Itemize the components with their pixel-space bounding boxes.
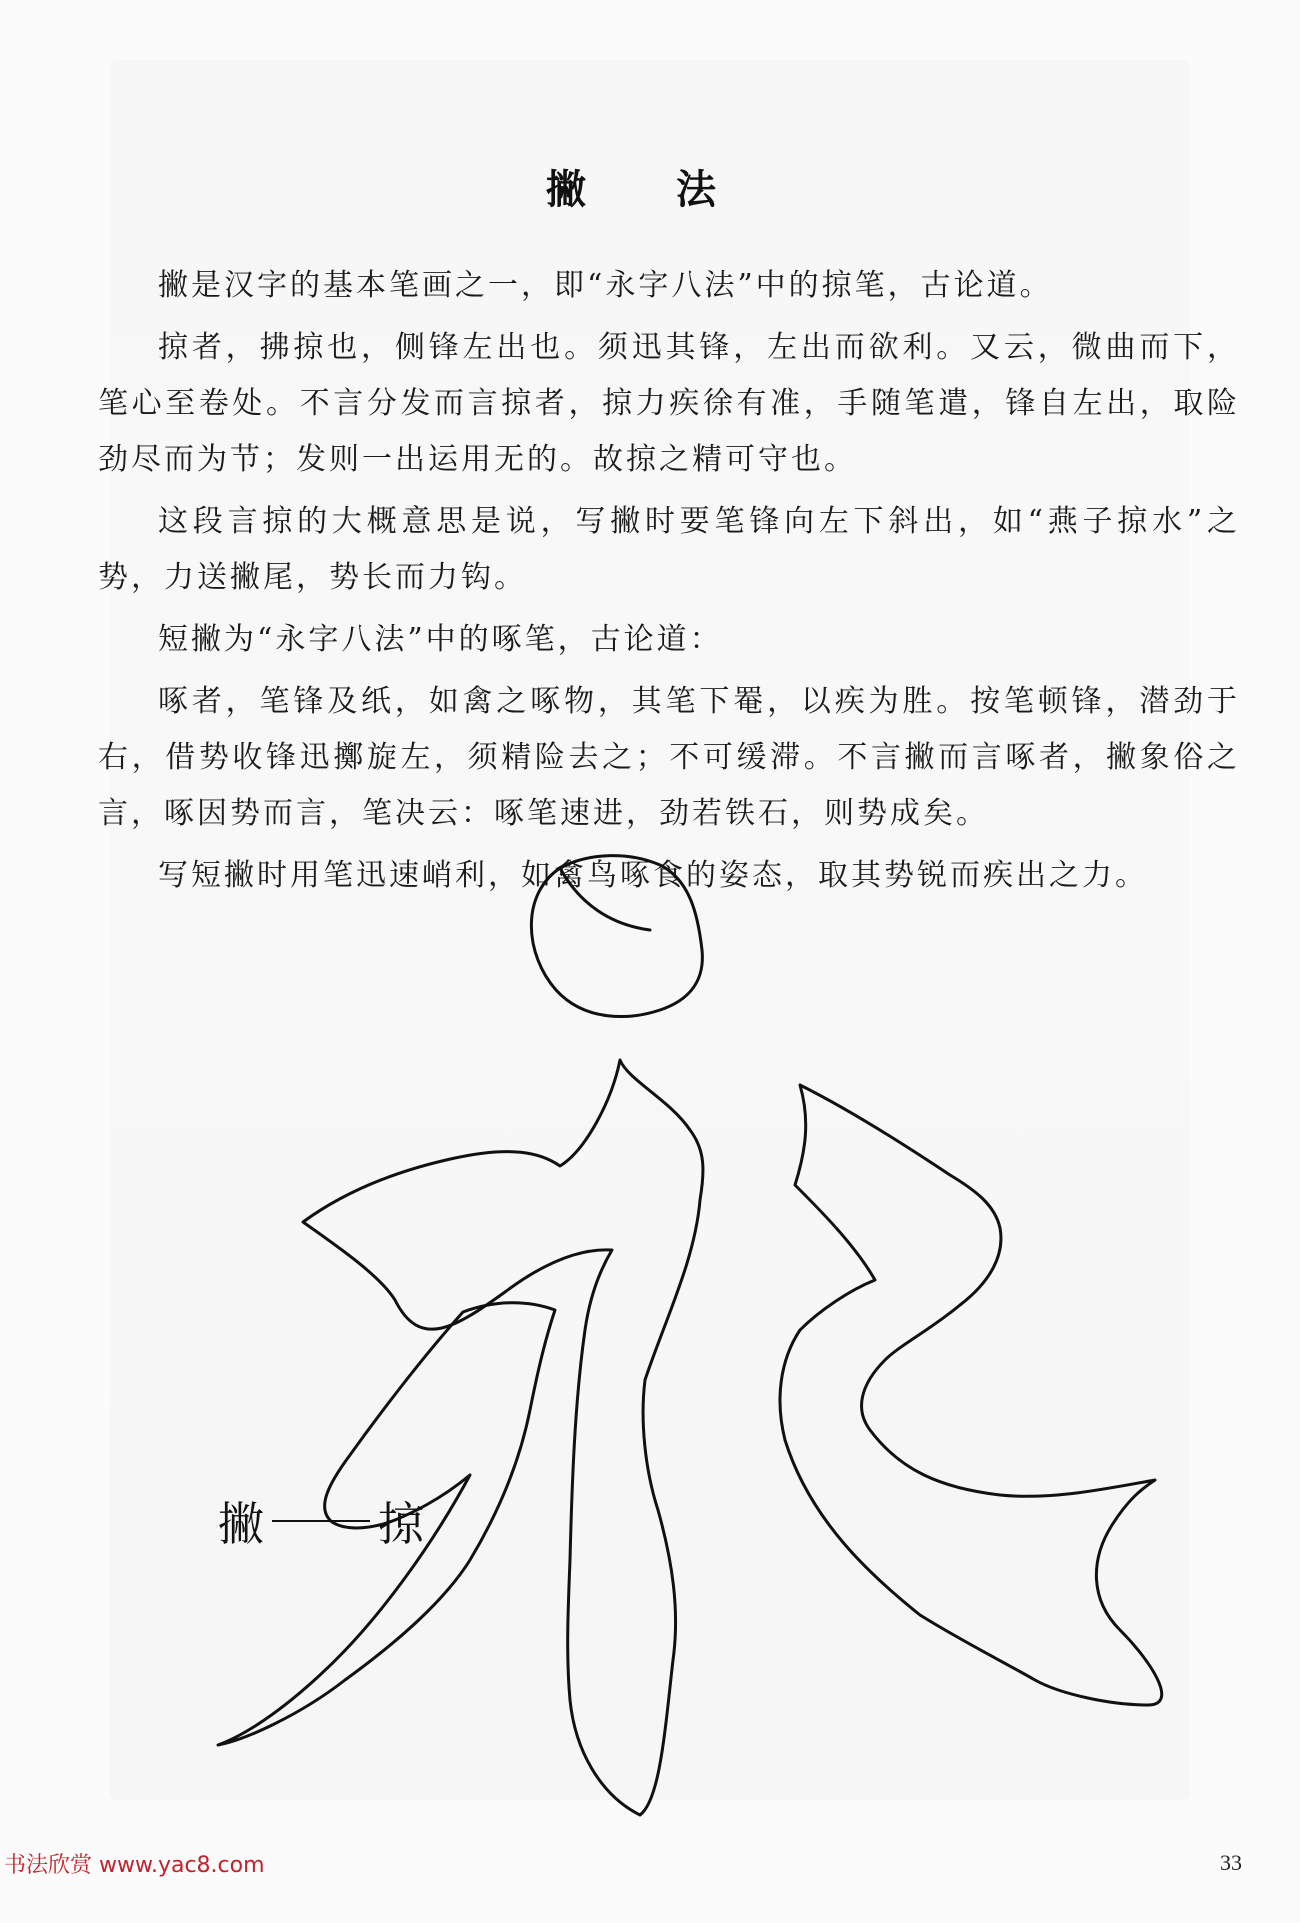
- stroke-annotation: [218, 1488, 424, 1554]
- annotation-dash: [272, 1520, 370, 1522]
- page-title: 撇 法: [546, 167, 754, 213]
- dot-stroke: [531, 856, 702, 1017]
- paragraph-4: 短撇为“永字八法”中的啄笔，古论道：: [158, 622, 723, 657]
- paragraph-6: 写短撇时用笔迅速峭利，如禽鸟啄食的姿态，取其势锐而疾出之力。: [158, 858, 1148, 893]
- annotation-right-label: 掠: [378, 1497, 424, 1551]
- page-number: 33: [1220, 1850, 1242, 1875]
- right-sweeping-stroke: [780, 1085, 1162, 1705]
- paragraph-3: 这段言掠的大概意思是说，写撇时要笔锋向左下斜出，如“燕子掠水”之势，力送撇尾，势长而力钩。: [98, 504, 1240, 595]
- annotation-left-label: 撇: [218, 1497, 264, 1551]
- paragraph-2: 掠者，拂掠也，侧锋左出也。须迅其锋，左出而欲利。又云，微曲而下，笔心至卷处。不言分发而言掠者，掠力疾徐有准，手随笔遣，锋自左出，取险劲尽而为节；发则一出运用无的。故掠之精可守也。: [98, 330, 1240, 477]
- paragraph-5: 啄者，笔锋及纸，如禽之啄物，其笔下罨，以疾为胜。按笔顿锋，潜劲于右，借势收锋迅擲旋左，须精险去之；不可缓滞。不言撇而言啄者，撇象俗之言，啄因势而言，笔决云：啄笔速进，劲若铁石，则势成矣。: [98, 684, 1240, 831]
- paragraph-1: 撇是汉字的基本笔画之一，即“永字八法”中的掠笔，古论道。: [158, 268, 1053, 303]
- site-watermark: 书法欣赏 www.yac8.com: [4, 1853, 265, 1878]
